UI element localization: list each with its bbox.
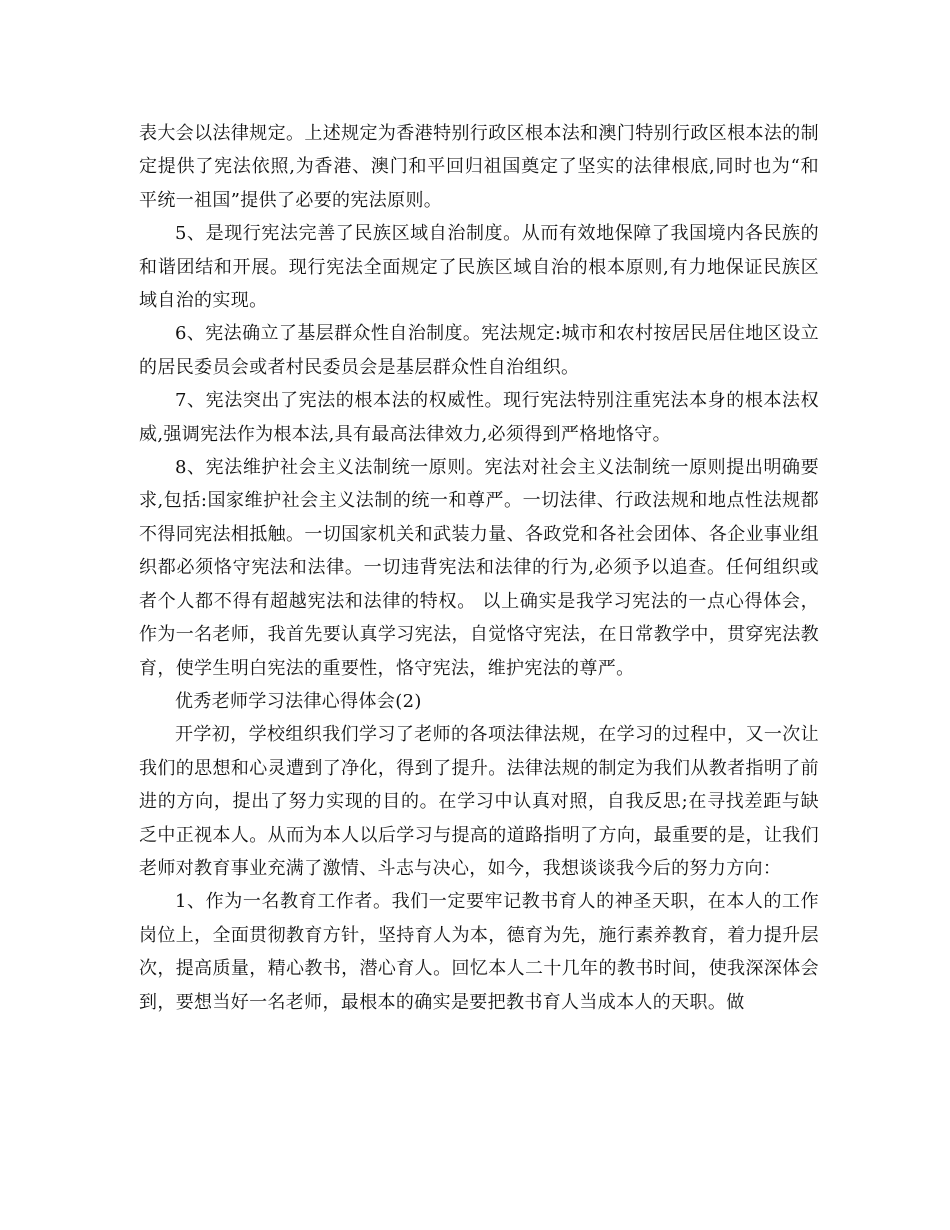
paragraph-item-5: 5、是现行宪法完善了民族区域自治制度。从而有效地保障了我国境内各民族的和谐团结和开展。现行宪法全面规定了民族区域自治的根本原则,有力地保证民族区域自治的实现。 xyxy=(139,223,819,312)
section-heading: 优秀老师学习法律心得体会(2) xyxy=(175,690,422,712)
paragraph-item-8: 8、宪法维护社会主义法制统一原则。宪法对社会主义法制统一原则提出明确要求,包括:国家维护社会主义法制的统一和尊严。一切法律、行政法规和地点性法规都不得同宪法相抵触。一切国家机关和武装力量、各政党和各社会团体、各企业事业组织都必须恪守宪法和法律。一切违背宪法和法律的行为,必须予以追查。任何组织或者个人都不得有超越宪法和法律的特权。 以上确实是我学习宪法的一点心得体会，作为一名老师，我首先要认真学习宪法，自觉恪守宪法，在日常教学中，贯穿宪法教育，使学生明白宪法的重要性，恪守宪法，维护宪法的尊严。 xyxy=(139,457,819,679)
paragraph-continuation: 表大会以法律规定。上述规定为香港特别行政区根本法和澳门特别行政区根本法的制定提供了宪法依照,为香港、澳门和平回归祖国奠定了坚实的法律根底,同时也为“和平统一祖国”提供了必要的宪法原则。 xyxy=(139,123,819,211)
paragraph-item-6: 6、宪法确立了基层群众性自治制度。宪法规定:城市和农村按居民居住地区设立的居民委员会或者村民委员会是基层群众性自治组织。 xyxy=(139,323,819,378)
document-page xyxy=(139,117,819,1019)
paragraph-item-1: 1、作为一名教育工作者。我们一定要牢记教书育人的神圣天职，在本人的工作岗位上，全面贯彻教育方针，坚持育人为本，德育为先，施行素养教育，着力提升层次，提高质量，精心教书，潜心育人。回忆本人二十几年的教书时间，使我深深体会到，要想当好一名老师，最根本的确实是要把教书育人当成本人的天职。做 xyxy=(139,891,819,1013)
paragraph-intro: 开学初，学校组织我们学习了老师的各项法律法规，在学习的过程中，又一次让我们的思想和心灵遭到了净化，得到了提升。法律法规的制定为我们从教者指明了前进的方向，提出了努力实现的目的。在学习中认真对照，自我反思;在寻找差距与缺乏中正视本人。从而为本人以后学习与提高的道路指明了方向，最重要的是，让我们老师对教育事业充满了激情、斗志与决心，如今，我想谈谈我今后的努力方向： xyxy=(139,724,819,879)
paragraph-item-7: 7、宪法突出了宪法的根本法的权威性。现行宪法特别注重宪法本身的根本法权威,强调宪法作为根本法,具有最高法律效力,必须得到严格地恪守。 xyxy=(139,390,819,445)
